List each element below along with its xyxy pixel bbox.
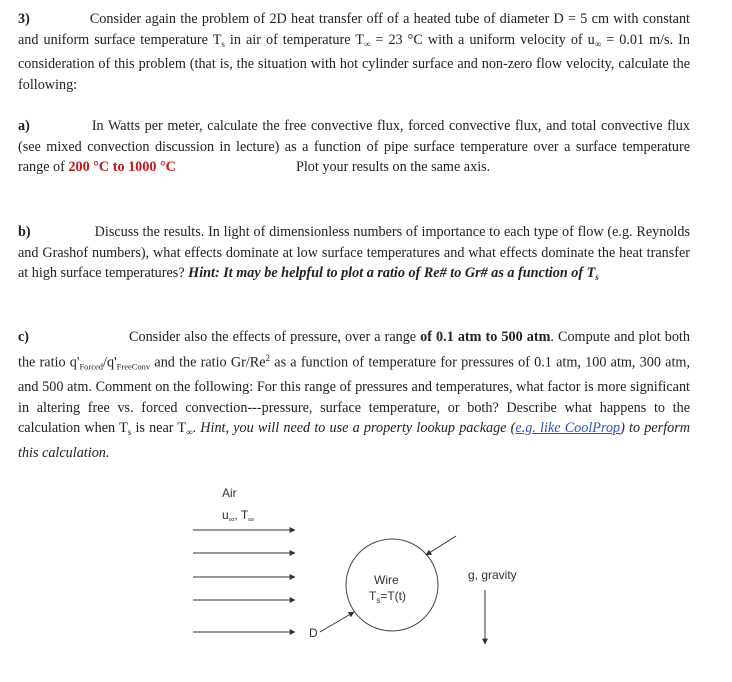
diameter-label: D — [309, 626, 318, 640]
part-c-label: c) — [18, 329, 30, 345]
problem-number: 3) — [18, 11, 30, 27]
surface-temperature-label: $T_s=T(t)$ — [369, 589, 407, 605]
part-b: b) Discuss the results. In light of dimensionless numbers of importance to each type of flow (e.g. Reynolds and Grashof numbers), what effects dominate at low surface temperatures and what effects dominate the heat transfer at high surface temperatures? Hint: It may be helpful to plot a ratio of Re# to Gr# as a function of $T_s$ — [18, 224, 690, 283]
part-a: a) In Watts per meter, calculate the free convective flux, forced convective flux, and total convective flux (see mixed convection discussion in lecture) as a function of pipe surface temperature over a surface temperature range of 200 °C to 1000 °C Plot your results on the same axis. — [18, 118, 690, 176]
coolprop-link[interactable]: e.g. like CoolProp — [515, 420, 621, 437]
flow-arrows — [193, 530, 295, 632]
air-label: Air — [222, 486, 237, 500]
wire-label: Wire — [374, 573, 399, 587]
heat-flux-arrow — [426, 536, 456, 555]
part-a-label: a) — [18, 118, 30, 134]
part-b-label: b) — [18, 224, 31, 240]
part-b-hint: Hint: It may be helpful to plot a ratio of Re# to Gr# as a function of T — [188, 265, 596, 282]
part-c: c) Consider also the effects of pressure, over a range of 0.1 atm to 500 atm. Compute and plot both the ratio $q'_{Forced}/q'_{FreeConv}$ and the ratio Gr/Re$^2$ as a function of temperature for pressures of 0.1 atm, 100 atm, 300 atm, and 500 atm. Comment on the following: For this range of pressures and temperatures, what factor is more significant in altering free vs. forced convection---pressure, surface temperature, or both? Describe what happens to the calculation when $T_s$ is near $T_\infty$. Hint, you will need to use a property lookup package (e.g. like CoolProp) to perform this calculation. — [18, 329, 691, 461]
problem-intro: 3) Consider again the problem of 2D heat transfer off of a heated tube of diameter D = 5 cm with constant and uniform surface temperature $T_s$ in air of temperature $T_\infty = 23$ °C with a uniform velocity of $u_\infty = 0.01$ m/s. In consideration of this problem (that is, the situation with hot cylinder surface and non-zero flow velocity, calculate the following: — [18, 11, 690, 93]
flow-conditions-label: $u_\infty$, $T_\infty$ — [222, 508, 254, 524]
diameter-arrow — [320, 612, 354, 632]
gravity-label: g, gravity — [468, 568, 517, 582]
temperature-range: 200 °C to 1000 °C — [68, 159, 176, 176]
pressure-range: of 0.1 atm to 500 atm — [420, 329, 551, 345]
